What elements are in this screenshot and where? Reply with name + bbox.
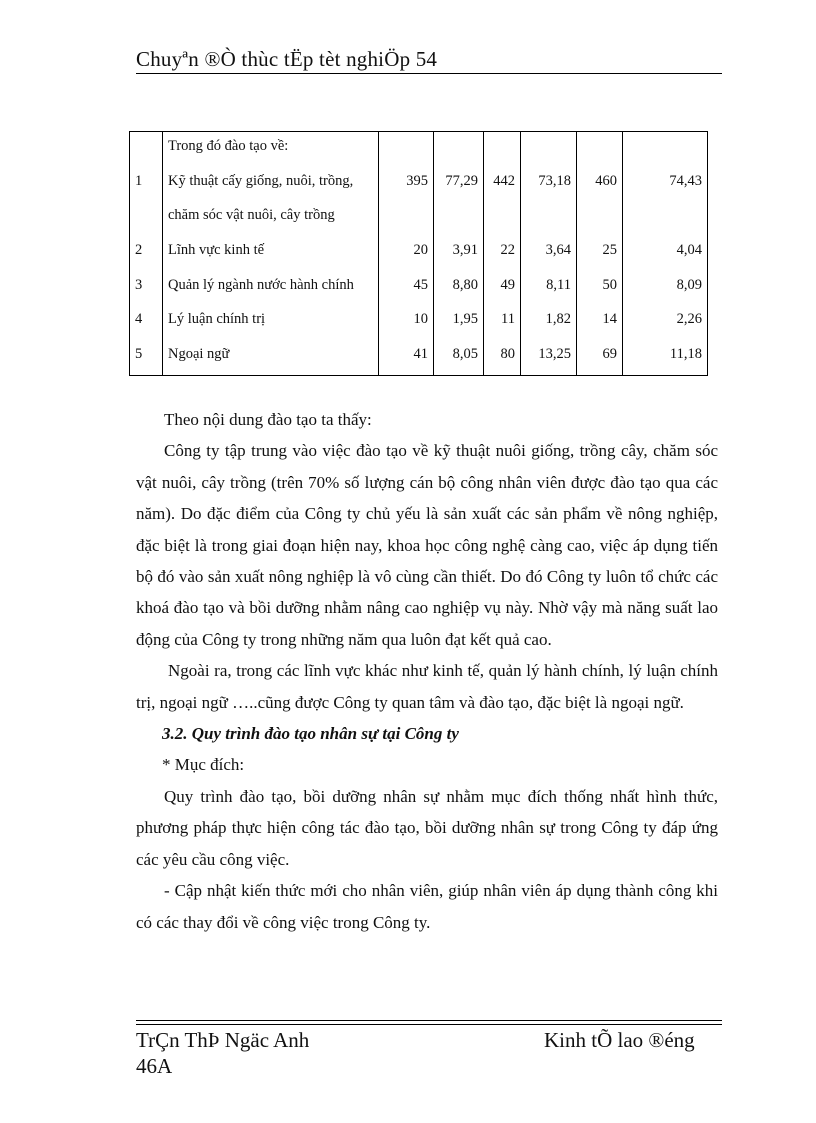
table-cell-value: 77,29	[434, 167, 484, 202]
table-cell-value: 8,05	[434, 340, 484, 375]
table-cell-label	[163, 375, 379, 376]
table-cell-value	[521, 375, 577, 376]
table-cell-value	[623, 132, 708, 167]
table-row	[130, 305, 708, 340]
table-cell-label: chăm sóc vật nuôi, cây trồng	[163, 201, 379, 236]
table-cell-label: Ngoại ngữ	[163, 340, 379, 375]
table-cell-value: 4,04	[623, 236, 708, 271]
table-cell-value: 460	[577, 167, 623, 202]
table-cell-value: 49	[484, 271, 521, 306]
footer-class: 46A	[136, 1054, 173, 1078]
table-cell-value: 25	[577, 236, 623, 271]
paragraph-update-knowledge: - Cập nhật kiến thức mới cho nhân viên, giúp nhân viên áp dụng thành công khi có các thay đổi về công việc trong Công ty.	[136, 881, 718, 932]
paragraph-purpose: Quy trình đào tạo, bồi dưỡng nhân sự nhằm mục đích thống nhất hình thức, phương pháp thực hiện công tác đào tạo, bồi dưỡng nhân sự trong Công ty đáp ứng các yêu cầu công việc.	[136, 786, 718, 869]
table-cell-value: 2,26	[623, 305, 708, 340]
table-cell-label: Kỹ thuật cấy giống, nuôi, trồng,	[163, 167, 379, 202]
table-cell-label: Lĩnh vực kinh tế	[163, 236, 379, 271]
table-cell-value: 13,25	[521, 340, 577, 375]
table-row	[130, 167, 708, 202]
table-cell-label: Quản lý ngành nước hành chính	[163, 271, 379, 306]
table-row	[130, 236, 708, 271]
table-cell-value: 11,18	[623, 340, 708, 375]
table-cell-value	[484, 375, 521, 376]
table-cell-value: 41	[379, 340, 434, 375]
footer-author: TrÇn ThÞ Ngäc Anh	[136, 1028, 310, 1052]
subheading-purpose: * Mục đích:	[162, 755, 245, 775]
footer-rule	[136, 1020, 722, 1021]
table-cell-index: 2	[130, 236, 163, 271]
table-cell-value: 45	[379, 271, 434, 306]
table-cell-value	[379, 375, 434, 376]
table-cell-value: 442	[484, 167, 521, 202]
table-cell-value: 50	[577, 271, 623, 306]
table-cell-value	[379, 201, 434, 236]
table-cell-value: 20	[379, 236, 434, 271]
table-cell-value	[484, 201, 521, 236]
table-cell-value	[577, 201, 623, 236]
table-cell-value: 80	[484, 340, 521, 375]
table-cell-value: 8,09	[623, 271, 708, 306]
table-cell-value	[623, 375, 708, 376]
table-cell-value	[379, 132, 434, 167]
training-table	[129, 131, 708, 376]
page-header-title: Chuyªn ®Ò thùc tËp tèt nghiÖp 54	[136, 47, 438, 71]
table-cell-value: 10	[379, 305, 434, 340]
table-cell-value: 3,64	[521, 236, 577, 271]
table-cell-index: 1	[130, 167, 163, 202]
table-cell-value	[577, 375, 623, 376]
table-body	[130, 132, 708, 376]
table-row	[130, 375, 708, 376]
table-row	[130, 132, 708, 167]
table-cell-index	[130, 375, 163, 376]
table-cell-value	[434, 375, 484, 376]
table-cell-value: 3,91	[434, 236, 484, 271]
table-cell-index: 5	[130, 340, 163, 375]
paragraph-other-fields: Ngoài ra, trong các lĩnh vực khác như kinh tế, quản lý hành chính, lý luận chính trị, ngoại ngữ …..cũng được Công ty quan tâm và đào tạo, đặc biệt là ngoại ngữ.	[136, 661, 718, 712]
table-cell-value: 1,95	[434, 305, 484, 340]
table-row	[130, 201, 708, 236]
table-cell-value	[577, 132, 623, 167]
paragraph-intro: Theo nội dung đào tạo ta thấy:	[164, 410, 372, 429]
body-text	[136, 404, 718, 938]
table-cell-value	[434, 201, 484, 236]
table-cell-value	[623, 201, 708, 236]
table-cell-label: Lý luận chính trị	[163, 305, 379, 340]
table-cell-index	[130, 132, 163, 167]
footer-rule-double	[136, 1024, 722, 1025]
table-cell-value: 14	[577, 305, 623, 340]
table-cell-value: 69	[577, 340, 623, 375]
table-cell-value: 395	[379, 167, 434, 202]
header-rule	[136, 73, 722, 74]
table-cell-value	[484, 132, 521, 167]
section-heading: 3.2. Quy trình đào tạo nhân sự tại Công ty	[162, 724, 459, 744]
table-cell-value: 1,82	[521, 305, 577, 340]
table-row	[130, 340, 708, 375]
table-cell-label: Trong đó đào tạo về:	[163, 132, 379, 167]
table-cell-value: 8,80	[434, 271, 484, 306]
table-cell-value: 22	[484, 236, 521, 271]
paragraph-main: Công ty tập trung vào việc đào tạo về kỹ thuật nuôi giống, trồng cây, chăm sóc vật nuôi, cây trồng (trên 70% số lượng cán bộ công nhân viên được đào tạo qua các năm). Do đặc điểm của Công ty chủ yếu là sản xuất các sản phẩm về nông nghiệp, đặc biệt là trong giai đoạn hiện nay, khoa học công nghệ càng cao, việc áp dụng tiến bộ đó vào sản xuất nông nghiệp là vô cùng cần thiết. Do đó Công ty luôn tổ chức các khoá đào tạo và bồi dưỡng nhằm nâng cao nghiệp vụ này. Nhờ vậy mà năng suất lao động của Công ty trong những năm qua luôn đạt kết quả cao.	[136, 441, 718, 649]
table-row	[130, 271, 708, 306]
table-cell-index: 3	[130, 271, 163, 306]
table-cell-value: 11	[484, 305, 521, 340]
table-cell-value	[521, 201, 577, 236]
table-cell-value: 8,11	[521, 271, 577, 306]
table-cell-value	[434, 132, 484, 167]
table-cell-value	[521, 132, 577, 167]
table-cell-index: 4	[130, 305, 163, 340]
table-cell-value: 74,43	[623, 167, 708, 202]
table-cell-value: 73,18	[521, 167, 577, 202]
table-cell-index	[130, 201, 163, 236]
footer-department: Kinh tÕ lao ®éng	[544, 1028, 695, 1052]
